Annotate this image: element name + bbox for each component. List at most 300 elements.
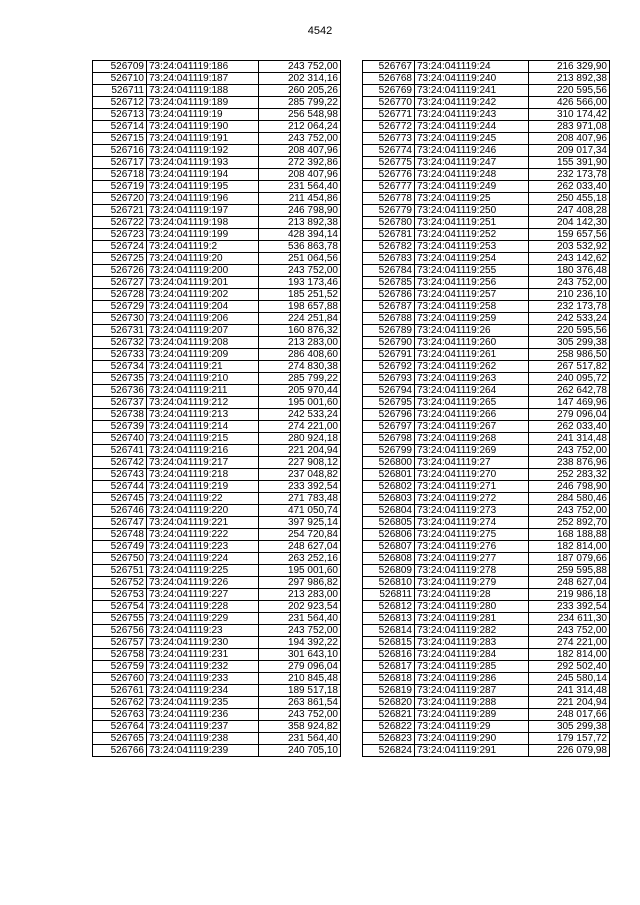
table-row — [93, 493, 341, 505]
record-number-cell: 526763 — [93, 709, 147, 721]
record-number-cell: 526805 — [363, 517, 415, 529]
table-row — [93, 577, 341, 589]
cadastral-number-cell: 73:24:041119:186 — [147, 61, 259, 73]
cadastral-table-left — [92, 60, 341, 757]
record-number-cell: 526792 — [363, 361, 415, 373]
record-number-cell: 526749 — [93, 541, 147, 553]
cadastral-number-cell: 73:24:041119:202 — [147, 289, 259, 301]
record-number-cell: 526818 — [363, 673, 415, 685]
table-row — [93, 745, 341, 757]
cadastral-number-cell: 73:24:041119:291 — [415, 745, 529, 757]
cost-value-cell: 238 876,96 — [529, 457, 610, 469]
cost-value-cell: 259 595,88 — [529, 565, 610, 577]
cost-value-cell: 147 469,96 — [529, 397, 610, 409]
record-number-cell: 526820 — [363, 697, 415, 709]
record-number-cell: 526762 — [93, 697, 147, 709]
table-row — [363, 229, 610, 241]
table-row — [93, 397, 341, 409]
cost-value-cell: 224 251,84 — [259, 313, 341, 325]
cadastral-number-cell: 73:24:041119:230 — [147, 637, 259, 649]
cost-value-cell: 243 752,00 — [529, 625, 610, 637]
cadastral-number-cell: 73:24:041119:264 — [415, 385, 529, 397]
table-row — [93, 565, 341, 577]
record-number-cell: 526721 — [93, 205, 147, 217]
cost-value-cell: 426 566,00 — [529, 97, 610, 109]
cadastral-number-cell: 73:24:041119:204 — [147, 301, 259, 313]
cadastral-number-cell: 73:24:041119:229 — [147, 613, 259, 625]
table-row — [363, 589, 610, 601]
cadastral-number-cell: 73:24:041119:200 — [147, 265, 259, 277]
cadastral-number-cell: 73:24:041119:198 — [147, 217, 259, 229]
record-number-cell: 526728 — [93, 289, 147, 301]
cadastral-number-cell: 73:24:041119:222 — [147, 529, 259, 541]
table-row — [363, 397, 610, 409]
cost-value-cell: 260 205,26 — [259, 85, 341, 97]
cadastral-number-cell: 73:24:041119:259 — [415, 313, 529, 325]
table-row — [93, 145, 341, 157]
cost-value-cell: 212 064,24 — [259, 121, 341, 133]
cadastral-number-cell: 73:24:041119:195 — [147, 181, 259, 193]
table-row — [93, 361, 341, 373]
table-row — [93, 181, 341, 193]
cost-value-cell: 397 925,14 — [259, 517, 341, 529]
cost-value-cell: 310 174,42 — [529, 109, 610, 121]
table-row — [93, 721, 341, 733]
table-row — [93, 421, 341, 433]
cadastral-number-cell: 73:24:041119:287 — [415, 685, 529, 697]
cadastral-number-cell: 73:24:041119:265 — [415, 397, 529, 409]
table-row — [363, 421, 610, 433]
table-row — [363, 733, 610, 745]
cadastral-number-cell: 73:24:041119:216 — [147, 445, 259, 457]
table-row — [363, 253, 610, 265]
cadastral-number-cell: 73:24:041119:218 — [147, 469, 259, 481]
table-row — [363, 517, 610, 529]
table-row — [93, 517, 341, 529]
cadastral-number-cell: 73:24:041119:191 — [147, 133, 259, 145]
cadastral-number-cell: 73:24:041119:235 — [147, 697, 259, 709]
cadastral-number-cell: 73:24:041119:228 — [147, 601, 259, 613]
record-number-cell: 526715 — [93, 133, 147, 145]
record-number-cell: 526817 — [363, 661, 415, 673]
table-row — [363, 373, 610, 385]
cadastral-number-cell: 73:24:041119:237 — [147, 721, 259, 733]
record-number-cell: 526778 — [363, 193, 415, 205]
cadastral-number-cell: 73:24:041119:276 — [415, 541, 529, 553]
cost-value-cell: 182 814,00 — [529, 649, 610, 661]
cost-value-cell: 279 096,04 — [529, 409, 610, 421]
table-row — [93, 325, 341, 337]
table-row — [363, 709, 610, 721]
record-number-cell: 526747 — [93, 517, 147, 529]
table-row — [363, 97, 610, 109]
table-row — [93, 229, 341, 241]
table-row — [363, 457, 610, 469]
record-number-cell: 526769 — [363, 85, 415, 97]
table-row — [363, 649, 610, 661]
record-number-cell: 526760 — [93, 673, 147, 685]
record-number-cell: 526720 — [93, 193, 147, 205]
cost-value-cell: 243 752,00 — [259, 61, 341, 73]
record-number-cell: 526713 — [93, 109, 147, 121]
table-row — [93, 217, 341, 229]
record-number-cell: 526755 — [93, 613, 147, 625]
cost-value-cell: 242 533,24 — [259, 409, 341, 421]
table-row — [363, 541, 610, 553]
cadastral-number-cell: 73:24:041119:285 — [415, 661, 529, 673]
cadastral-number-cell: 73:24:041119:19 — [147, 109, 259, 121]
table-row — [363, 205, 610, 217]
record-number-cell: 526716 — [93, 145, 147, 157]
cost-value-cell: 193 173,46 — [259, 277, 341, 289]
cadastral-number-cell: 73:24:041119:241 — [415, 85, 529, 97]
cost-value-cell: 358 924,82 — [259, 721, 341, 733]
cadastral-number-cell: 73:24:041119:236 — [147, 709, 259, 721]
cadastral-number-cell: 73:24:041119:223 — [147, 541, 259, 553]
table-row — [93, 649, 341, 661]
cost-value-cell: 209 017,34 — [529, 145, 610, 157]
cadastral-number-cell: 73:24:041119:289 — [415, 709, 529, 721]
cost-value-cell: 271 783,48 — [259, 493, 341, 505]
record-number-cell: 526780 — [363, 217, 415, 229]
record-number-cell: 526768 — [363, 73, 415, 85]
record-number-cell: 526808 — [363, 553, 415, 565]
cost-value-cell: 240 705,10 — [259, 745, 341, 757]
cost-value-cell: 274 221,00 — [529, 637, 610, 649]
table-row — [93, 553, 341, 565]
record-number-cell: 526771 — [363, 109, 415, 121]
cadastral-number-cell: 73:24:041119:258 — [415, 301, 529, 313]
cost-value-cell: 251 064,56 — [259, 253, 341, 265]
cadastral-number-cell: 73:24:041119:211 — [147, 385, 259, 397]
table-row — [363, 577, 610, 589]
cost-value-cell: 213 892,38 — [529, 73, 610, 85]
table-row — [93, 469, 341, 481]
cost-value-cell: 248 627,04 — [529, 577, 610, 589]
table-row — [93, 409, 341, 421]
record-number-cell: 526752 — [93, 577, 147, 589]
cost-value-cell: 227 908,12 — [259, 457, 341, 469]
cadastral-number-cell: 73:24:041119:190 — [147, 121, 259, 133]
table-row — [93, 289, 341, 301]
cadastral-number-cell: 73:24:041119:238 — [147, 733, 259, 745]
record-number-cell: 526770 — [363, 97, 415, 109]
record-number-cell: 526803 — [363, 493, 415, 505]
cadastral-number-cell: 73:24:041119:254 — [415, 253, 529, 265]
cadastral-number-cell: 73:24:041119:189 — [147, 97, 259, 109]
record-number-cell: 526712 — [93, 97, 147, 109]
table-row — [363, 601, 610, 613]
cadastral-number-cell: 73:24:041119:290 — [415, 733, 529, 745]
table-row — [363, 325, 610, 337]
cost-value-cell: 252 892,70 — [529, 517, 610, 529]
cadastral-number-cell: 73:24:041119:20 — [147, 253, 259, 265]
record-number-cell: 526714 — [93, 121, 147, 133]
cadastral-number-cell: 73:24:041119:220 — [147, 505, 259, 517]
cost-value-cell: 220 595,56 — [529, 325, 610, 337]
cost-value-cell: 246 798,90 — [529, 481, 610, 493]
record-number-cell: 526819 — [363, 685, 415, 697]
table-row — [363, 493, 610, 505]
record-number-cell: 526809 — [363, 565, 415, 577]
table-row — [363, 73, 610, 85]
cost-value-cell: 208 407,96 — [259, 169, 341, 181]
record-number-cell: 526798 — [363, 433, 415, 445]
table-row — [93, 73, 341, 85]
cost-value-cell: 155 391,90 — [529, 157, 610, 169]
cadastral-number-cell: 73:24:041119:231 — [147, 649, 259, 661]
table-row — [363, 349, 610, 361]
cadastral-number-cell: 73:24:041119:278 — [415, 565, 529, 577]
table-row — [93, 337, 341, 349]
cadastral-number-cell: 73:24:041119:22 — [147, 493, 259, 505]
cost-value-cell: 232 173,78 — [529, 169, 610, 181]
cost-value-cell: 231 564,40 — [259, 181, 341, 193]
cadastral-number-cell: 73:24:041119:199 — [147, 229, 259, 241]
cadastral-number-cell: 73:24:041119:270 — [415, 469, 529, 481]
cost-value-cell: 234 611,30 — [529, 613, 610, 625]
cadastral-number-cell: 73:24:041119:28 — [415, 589, 529, 601]
cost-value-cell: 179 157,72 — [529, 733, 610, 745]
cost-value-cell: 243 142,62 — [529, 253, 610, 265]
cadastral-number-cell: 73:24:041119:243 — [415, 109, 529, 121]
record-number-cell: 526717 — [93, 157, 147, 169]
cost-value-cell: 208 407,96 — [259, 145, 341, 157]
table-row — [93, 625, 341, 637]
cadastral-number-cell: 73:24:041119:234 — [147, 685, 259, 697]
cost-value-cell: 208 407,96 — [529, 133, 610, 145]
cost-value-cell: 210 845,48 — [259, 673, 341, 685]
table-row — [363, 697, 610, 709]
record-number-cell: 526733 — [93, 349, 147, 361]
table-row — [363, 361, 610, 373]
record-number-cell: 526723 — [93, 229, 147, 241]
table-row — [93, 697, 341, 709]
cost-value-cell: 243 752,00 — [529, 445, 610, 457]
cost-value-cell: 221 204,94 — [529, 697, 610, 709]
record-number-cell: 526784 — [363, 265, 415, 277]
record-number-cell: 526811 — [363, 589, 415, 601]
record-number-cell: 526796 — [363, 409, 415, 421]
cost-value-cell: 226 079,98 — [529, 745, 610, 757]
cadastral-number-cell: 73:24:041119:233 — [147, 673, 259, 685]
cadastral-number-cell: 73:24:041119:252 — [415, 229, 529, 241]
cost-value-cell: 274 830,38 — [259, 361, 341, 373]
cadastral-number-cell: 73:24:041119:246 — [415, 145, 529, 157]
cadastral-number-cell: 73:24:041119:267 — [415, 421, 529, 433]
cadastral-number-cell: 73:24:041119:248 — [415, 169, 529, 181]
cost-value-cell: 301 643,10 — [259, 649, 341, 661]
cadastral-number-cell: 73:24:041119:240 — [415, 73, 529, 85]
table-row — [363, 625, 610, 637]
table-row — [93, 85, 341, 97]
table-row — [93, 661, 341, 673]
cost-value-cell: 274 221,00 — [259, 421, 341, 433]
cadastral-number-cell: 73:24:041119:226 — [147, 577, 259, 589]
table-row — [363, 277, 610, 289]
table-row — [93, 433, 341, 445]
cost-value-cell: 536 863,78 — [259, 241, 341, 253]
record-number-cell: 526824 — [363, 745, 415, 757]
record-number-cell: 526786 — [363, 289, 415, 301]
record-number-cell: 526823 — [363, 733, 415, 745]
record-number-cell: 526774 — [363, 145, 415, 157]
cadastral-number-cell: 73:24:041119:277 — [415, 553, 529, 565]
record-number-cell: 526812 — [363, 601, 415, 613]
cadastral-number-cell: 73:24:041119:225 — [147, 565, 259, 577]
table-row — [93, 373, 341, 385]
record-number-cell: 526709 — [93, 61, 147, 73]
record-number-cell: 526729 — [93, 301, 147, 313]
cost-value-cell: 258 986,50 — [529, 349, 610, 361]
record-number-cell: 526791 — [363, 349, 415, 361]
record-number-cell: 526759 — [93, 661, 147, 673]
cost-value-cell: 180 376,48 — [529, 265, 610, 277]
cost-value-cell: 195 001,60 — [259, 397, 341, 409]
table-row — [93, 133, 341, 145]
cost-value-cell: 252 283,32 — [529, 469, 610, 481]
record-number-cell: 526773 — [363, 133, 415, 145]
cadastral-number-cell: 73:24:041119:227 — [147, 589, 259, 601]
cadastral-number-cell: 73:24:041119:2 — [147, 241, 259, 253]
cost-value-cell: 262 642,78 — [529, 385, 610, 397]
cost-value-cell: 305 299,38 — [529, 337, 610, 349]
record-number-cell: 526736 — [93, 385, 147, 397]
record-number-cell: 526710 — [93, 73, 147, 85]
record-number-cell: 526735 — [93, 373, 147, 385]
cost-value-cell: 280 924,18 — [259, 433, 341, 445]
record-number-cell: 526813 — [363, 613, 415, 625]
cadastral-number-cell: 73:24:041119:188 — [147, 85, 259, 97]
table-row — [93, 673, 341, 685]
cadastral-number-cell: 73:24:041119:26 — [415, 325, 529, 337]
cost-value-cell: 210 236,10 — [529, 289, 610, 301]
cost-value-cell: 243 752,00 — [259, 709, 341, 721]
record-number-cell: 526777 — [363, 181, 415, 193]
cost-value-cell: 247 408,28 — [529, 205, 610, 217]
cadastral-number-cell: 73:24:041119:288 — [415, 697, 529, 709]
cadastral-number-cell: 73:24:041119:247 — [415, 157, 529, 169]
cadastral-number-cell: 73:24:041119:271 — [415, 481, 529, 493]
table-row — [363, 181, 610, 193]
record-number-cell: 526775 — [363, 157, 415, 169]
cost-value-cell: 202 923,54 — [259, 601, 341, 613]
table-row — [363, 133, 610, 145]
table-row — [363, 661, 610, 673]
cadastral-number-cell: 73:24:041119:279 — [415, 577, 529, 589]
table-row — [363, 145, 610, 157]
record-number-cell: 526785 — [363, 277, 415, 289]
cadastral-number-cell: 73:24:041119:272 — [415, 493, 529, 505]
cadastral-number-cell: 73:24:041119:219 — [147, 481, 259, 493]
cost-value-cell: 231 564,40 — [259, 613, 341, 625]
record-number-cell: 526790 — [363, 337, 415, 349]
table-row — [93, 733, 341, 745]
cadastral-number-cell: 73:24:041119:283 — [415, 637, 529, 649]
cadastral-number-cell: 73:24:041119:215 — [147, 433, 259, 445]
record-number-cell: 526781 — [363, 229, 415, 241]
table-row — [363, 637, 610, 649]
cadastral-number-cell: 73:24:041119:210 — [147, 373, 259, 385]
cost-value-cell: 248 627,04 — [259, 541, 341, 553]
cadastral-number-cell: 73:24:041119:274 — [415, 517, 529, 529]
cost-value-cell: 159 657,56 — [529, 229, 610, 241]
cost-value-cell: 256 548,98 — [259, 109, 341, 121]
cost-value-cell: 232 173,78 — [529, 301, 610, 313]
table-row — [363, 157, 610, 169]
record-number-cell: 526744 — [93, 481, 147, 493]
cadastral-number-cell: 73:24:041119:224 — [147, 553, 259, 565]
cost-value-cell: 231 564,40 — [259, 733, 341, 745]
record-number-cell: 526793 — [363, 373, 415, 385]
record-number-cell: 526739 — [93, 421, 147, 433]
cost-value-cell: 203 532,92 — [529, 241, 610, 253]
cost-value-cell: 241 314,48 — [529, 433, 610, 445]
cost-value-cell: 168 188,88 — [529, 529, 610, 541]
cost-value-cell: 305 299,38 — [529, 721, 610, 733]
table-row — [93, 205, 341, 217]
cadastral-number-cell: 73:24:041119:239 — [147, 745, 259, 757]
record-number-cell: 526734 — [93, 361, 147, 373]
cadastral-number-cell: 73:24:041119:29 — [415, 721, 529, 733]
cadastral-number-cell: 73:24:041119:284 — [415, 649, 529, 661]
cost-value-cell: 185 251,52 — [259, 289, 341, 301]
table-row — [363, 433, 610, 445]
cadastral-number-cell: 73:24:041119:208 — [147, 337, 259, 349]
table-row — [363, 553, 610, 565]
cost-value-cell: 233 392,54 — [529, 601, 610, 613]
table-row — [93, 241, 341, 253]
record-number-cell: 526804 — [363, 505, 415, 517]
cost-value-cell: 284 580,46 — [529, 493, 610, 505]
table-row — [93, 457, 341, 469]
table-body-left — [93, 61, 341, 757]
record-number-cell: 526821 — [363, 709, 415, 721]
table-row — [93, 637, 341, 649]
page-number: 4542 — [307, 25, 333, 37]
cadastral-number-cell: 73:24:041119:256 — [415, 277, 529, 289]
table-row — [363, 241, 610, 253]
cadastral-number-cell: 73:24:041119:268 — [415, 433, 529, 445]
cost-value-cell: 202 314,16 — [259, 73, 341, 85]
record-number-cell: 526815 — [363, 637, 415, 649]
cost-value-cell: 243 752,00 — [529, 505, 610, 517]
cost-value-cell: 248 017,66 — [529, 709, 610, 721]
record-number-cell: 526756 — [93, 625, 147, 637]
cost-value-cell: 254 720,84 — [259, 529, 341, 541]
cadastral-number-cell: 73:24:041119:27 — [415, 457, 529, 469]
record-number-cell: 526742 — [93, 457, 147, 469]
table-row — [93, 445, 341, 457]
cost-value-cell: 211 454,86 — [259, 193, 341, 205]
cost-value-cell: 286 408,60 — [259, 349, 341, 361]
record-number-cell: 526758 — [93, 649, 147, 661]
table-row — [93, 193, 341, 205]
record-number-cell: 526810 — [363, 577, 415, 589]
record-number-cell: 526783 — [363, 253, 415, 265]
cadastral-number-cell: 73:24:041119:262 — [415, 361, 529, 373]
record-number-cell: 526757 — [93, 637, 147, 649]
cadastral-number-cell: 73:24:041119:260 — [415, 337, 529, 349]
record-number-cell: 526732 — [93, 337, 147, 349]
table-row — [363, 385, 610, 397]
cost-value-cell: 198 657,88 — [259, 301, 341, 313]
record-number-cell: 526753 — [93, 589, 147, 601]
table-row — [363, 613, 610, 625]
cost-value-cell: 213 892,38 — [259, 217, 341, 229]
cadastral-number-cell: 73:24:041119:286 — [415, 673, 529, 685]
record-number-cell: 526816 — [363, 649, 415, 661]
